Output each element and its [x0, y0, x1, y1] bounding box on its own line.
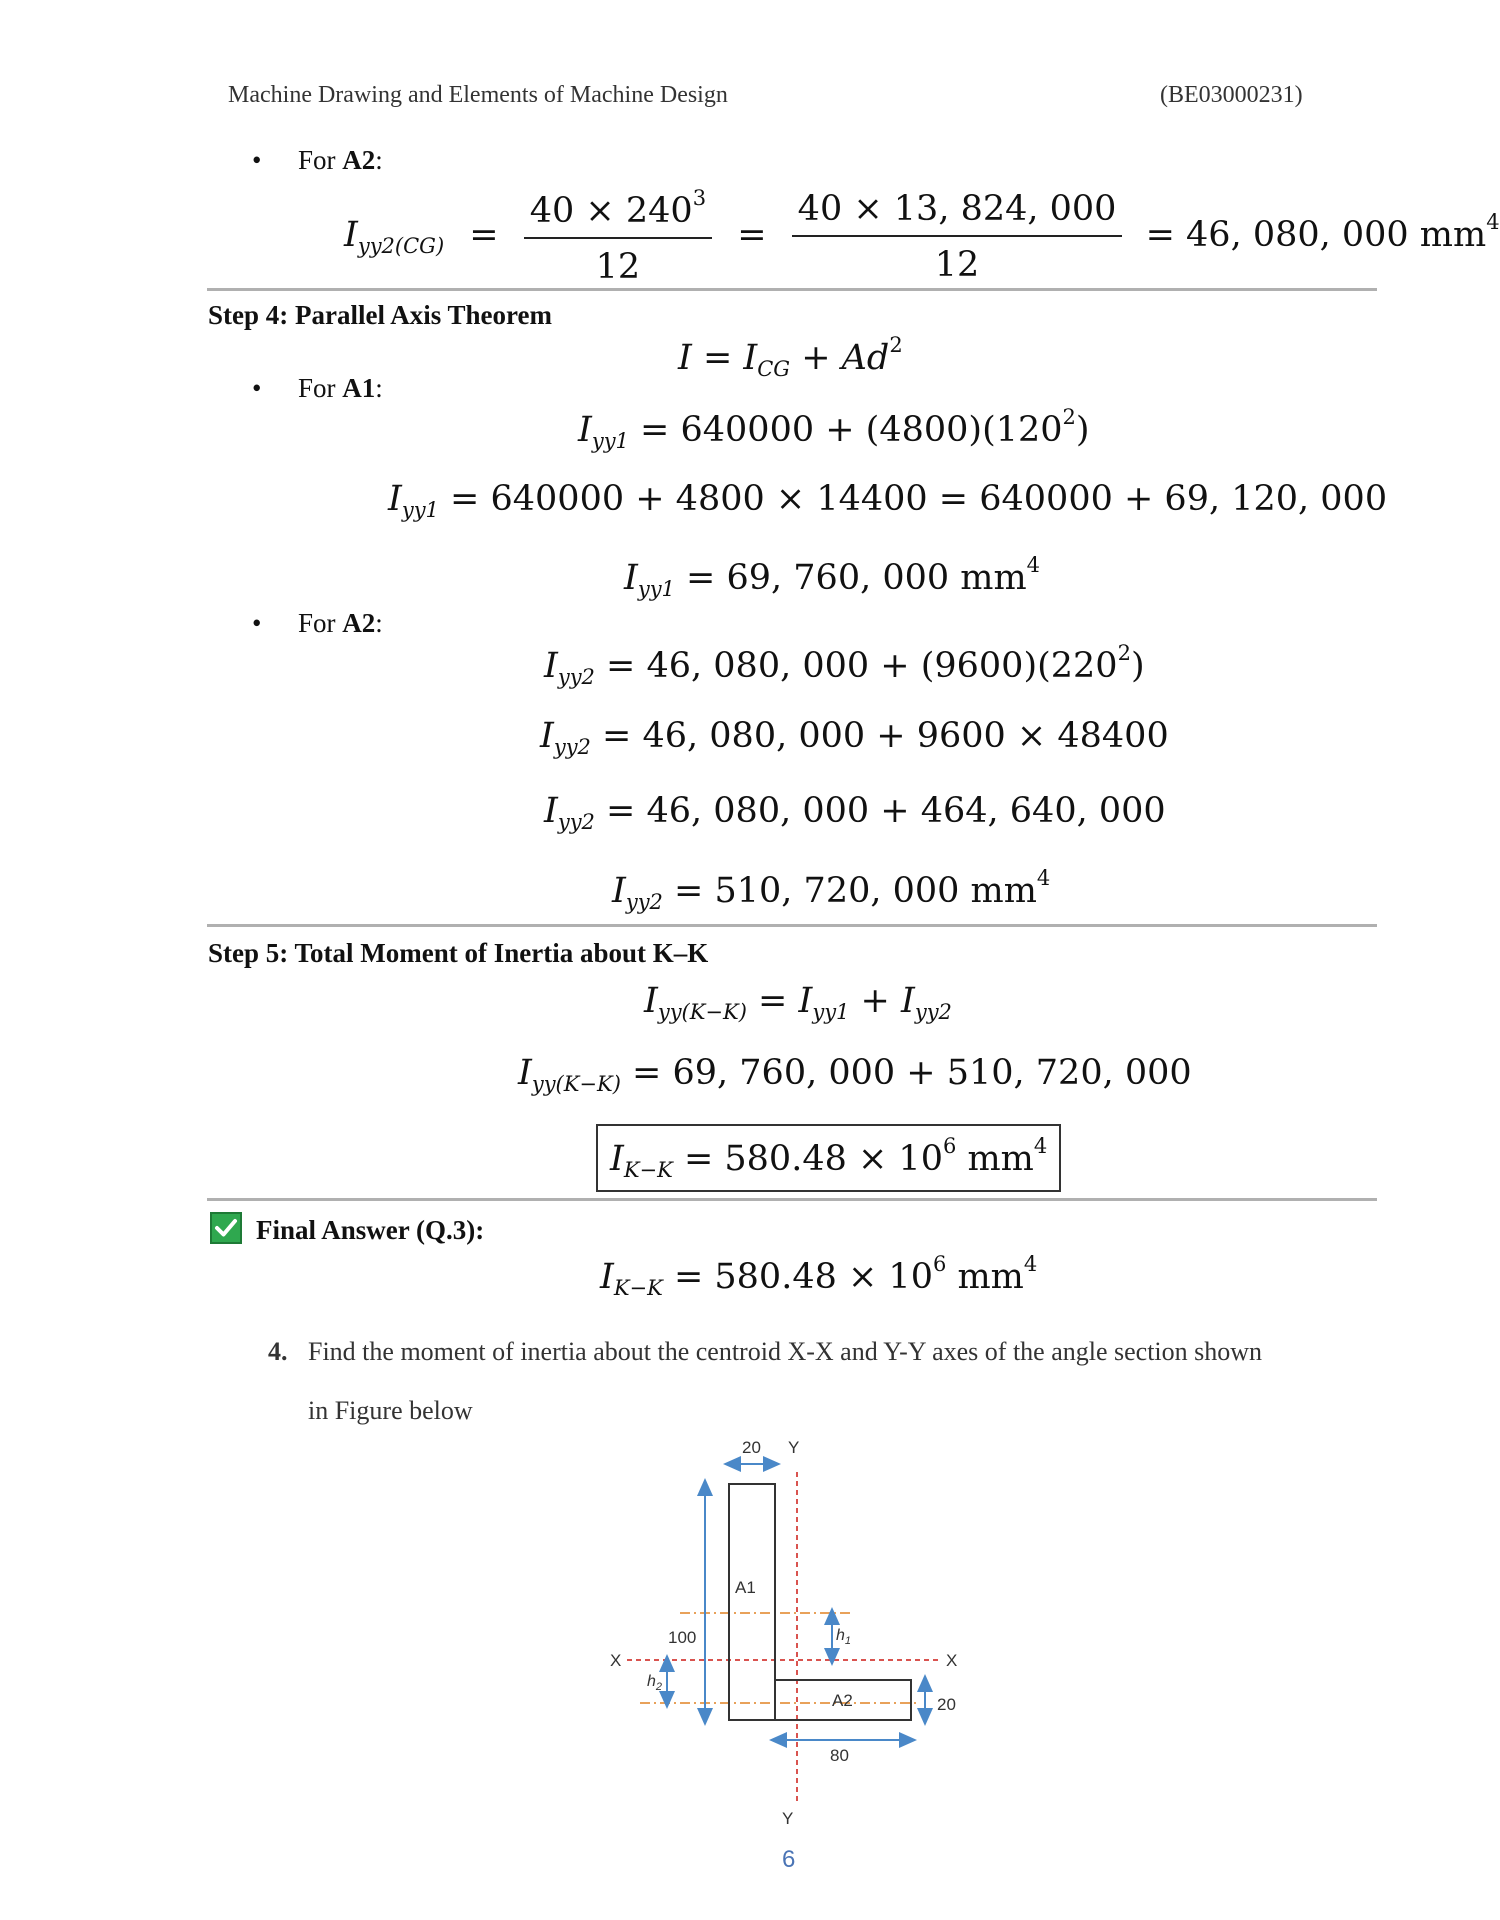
boxed-result: [596, 1124, 1061, 1192]
step5-heading: Step 5: Total Moment of Inertia about K–K: [208, 938, 709, 968]
eq-body: = 510, 720, 000 mm: [662, 871, 1037, 911]
bullet-dot: •: [252, 608, 262, 638]
axis-x-right-label: X: [946, 1651, 958, 1670]
dim-h2-sub: 2: [655, 1681, 663, 1693]
equation-iyy2-line1: [544, 641, 1145, 689]
fraction-1: [524, 186, 712, 287]
final-answer-heading: Final Answer (Q.3):: [256, 1215, 485, 1245]
question-text-line1: Find the moment of inertia about the centroid X-X and Y-Y axes of the angle section shown: [308, 1337, 1263, 1366]
eq-sign: =: [746, 981, 799, 1021]
equation-iyy2-result: [612, 866, 1050, 914]
axis-y-top-label: Y: [788, 1438, 800, 1457]
eq-exp: 4: [1036, 866, 1051, 890]
eq-sub: yy1: [637, 577, 675, 601]
rectangle-a1: [729, 1484, 775, 1720]
eq-sub: yy2: [557, 810, 595, 834]
eq-exp: 2: [1117, 641, 1131, 665]
eq-sign: =: [469, 215, 499, 255]
eq-var: I: [600, 1257, 614, 1297]
dim-h1-label: [836, 1627, 851, 1647]
eq-tail: ): [1075, 410, 1090, 450]
eq-sub: yy(K−K): [531, 1072, 621, 1096]
frac2-denominator: 12: [934, 244, 980, 285]
bullet-label-bold: A1: [342, 373, 376, 403]
bullet-label-bold: A2: [342, 145, 376, 175]
frac1-numerator: 40 × 240: [529, 191, 693, 231]
bullet-label-prefix: For: [298, 608, 343, 638]
dim-top-label: 20: [742, 1438, 761, 1457]
bullet-label-suffix: :: [375, 145, 383, 175]
eq-exp: 4: [1026, 553, 1041, 577]
bullet-dot: •: [252, 373, 262, 403]
equation-total-formula: [644, 981, 952, 1024]
eq-plus: +: [849, 981, 901, 1021]
bullet-label-bold: A2: [342, 608, 376, 638]
eq-exp: 6: [942, 1134, 957, 1158]
eq-body: = 46, 080, 000 + 464, 640, 000: [594, 791, 1166, 831]
frac2-numerator: 40 × 13, 824, 000: [792, 189, 1123, 237]
section-divider: [207, 924, 1377, 927]
page-number: 6: [782, 1846, 796, 1873]
eq-unit: mm: [946, 1257, 1024, 1297]
bullet-label-prefix: For: [298, 373, 343, 403]
eq-var: I: [544, 646, 558, 686]
frac1-denominator: 12: [595, 247, 641, 287]
eq-var: I: [624, 558, 638, 598]
eq-var: I: [678, 338, 692, 378]
equation-iyy2-line3: [544, 791, 1166, 834]
dim-h2-label: [647, 1673, 662, 1693]
eq-var: I: [612, 871, 626, 911]
frac1-exp: 3: [692, 186, 707, 210]
bullet-label-prefix: For: [298, 145, 343, 175]
dim-right-label: 20: [937, 1695, 956, 1714]
eq-result: = 46, 080, 000 mm: [1145, 215, 1487, 255]
eq-sub: yy2: [914, 1000, 952, 1024]
section-divider: [207, 1198, 1377, 1201]
equation-total-sum: [518, 1053, 1192, 1096]
question-number: 4.: [268, 1337, 288, 1366]
eq-sub: yy1: [401, 498, 439, 522]
parallel-axis-formula: [678, 333, 903, 381]
eq-sign: =: [691, 338, 744, 378]
eq-body: = 46, 080, 000 + (9600)(220: [594, 646, 1118, 686]
eq-var: I: [578, 410, 592, 450]
eq-exp: 4: [1033, 1134, 1048, 1158]
eq-tail: ): [1130, 646, 1145, 686]
eq-body: = 46, 080, 000 + 9600 × 48400: [590, 716, 1169, 756]
eq-unit: mm: [956, 1139, 1034, 1179]
dim-h1-sub: 1: [844, 1635, 852, 1647]
eq-var: I: [798, 981, 813, 1021]
eq-body: = 69, 760, 000 mm: [674, 558, 1027, 598]
eq-var: I: [388, 479, 402, 519]
fraction-2: [792, 189, 1123, 285]
a1-label: A1: [735, 1578, 756, 1597]
equation-iyy2-cg: [344, 186, 1500, 287]
eq-var: I: [743, 338, 758, 378]
equation-iyy2-line2: [540, 716, 1169, 759]
eq-var: I: [540, 716, 554, 756]
eq-body: = 640000 + (4800)(120: [628, 410, 1063, 450]
eq-var: I: [544, 791, 558, 831]
eq-exp: 2: [889, 333, 903, 357]
dim-h1-var: h: [836, 1627, 845, 1644]
dim-height-label: 100: [668, 1628, 697, 1647]
eq-sign: =: [737, 215, 767, 255]
eq-body: = 580.48 × 10: [672, 1139, 943, 1179]
eq-sub: yy(K−K): [657, 1000, 747, 1024]
equation-iyy1-result: [624, 553, 1040, 601]
bullet-label-suffix: :: [375, 608, 383, 638]
bullet-dot: •: [252, 145, 262, 175]
eq-var: I: [644, 981, 658, 1021]
equation-iyy1-line2: [388, 479, 1387, 522]
eq-sub: yy2: [625, 890, 663, 914]
step4-heading: Step 4: Parallel Axis Theorem: [208, 300, 552, 330]
eq-var: Ad: [841, 338, 890, 378]
equation-iyy1-line1: [578, 405, 1090, 453]
bullet-label-suffix: :: [375, 373, 383, 403]
eq-var: I: [518, 1053, 532, 1093]
angle-section-figure: [560, 1430, 1020, 1830]
dim-bottom-label: 80: [830, 1746, 849, 1765]
eq-exp: 4: [1023, 1252, 1038, 1276]
header-title: Machine Drawing and Elements of Machine Design: [228, 82, 728, 108]
eq-sub: yy2(CG): [357, 234, 445, 258]
eq-exp: 2: [1062, 405, 1076, 429]
eq-sub: K−K: [613, 1276, 663, 1300]
eq-exp: 6: [932, 1252, 947, 1276]
axis-y-bottom-label: Y: [782, 1809, 794, 1828]
eq-sub: CG: [757, 357, 791, 381]
dim-h2-var: h: [647, 1673, 656, 1690]
eq-sub: yy1: [812, 1000, 850, 1024]
a2-label: A2: [832, 1691, 853, 1710]
final-answer-equation: [600, 1252, 1037, 1300]
check-mark-icon: [210, 1212, 242, 1244]
axis-x-left-label: X: [610, 1651, 622, 1670]
eq-body: = 640000 + 4800 × 14400 = 640000 + 69, 120, 000: [438, 479, 1388, 519]
eq-plus: +: [790, 338, 842, 378]
eq-var: I: [610, 1139, 624, 1179]
eq-result-exp: 4: [1486, 210, 1500, 234]
eq-body: = 580.48 × 10: [662, 1257, 933, 1297]
eq-sub: yy2: [553, 735, 591, 759]
question-text-line2: in Figure below: [308, 1396, 473, 1425]
header-code: (BE03000231): [1160, 82, 1303, 108]
eq-sub: yy1: [591, 429, 629, 453]
eq-sub: yy2: [557, 665, 595, 689]
eq-var: I: [344, 215, 358, 255]
eq-body: = 69, 760, 000 + 510, 720, 000: [620, 1053, 1192, 1093]
eq-sub: K−K: [623, 1158, 673, 1182]
section-divider: [207, 288, 1377, 291]
check-mark-glyph: [212, 1214, 240, 1242]
eq-var: I: [901, 981, 915, 1021]
